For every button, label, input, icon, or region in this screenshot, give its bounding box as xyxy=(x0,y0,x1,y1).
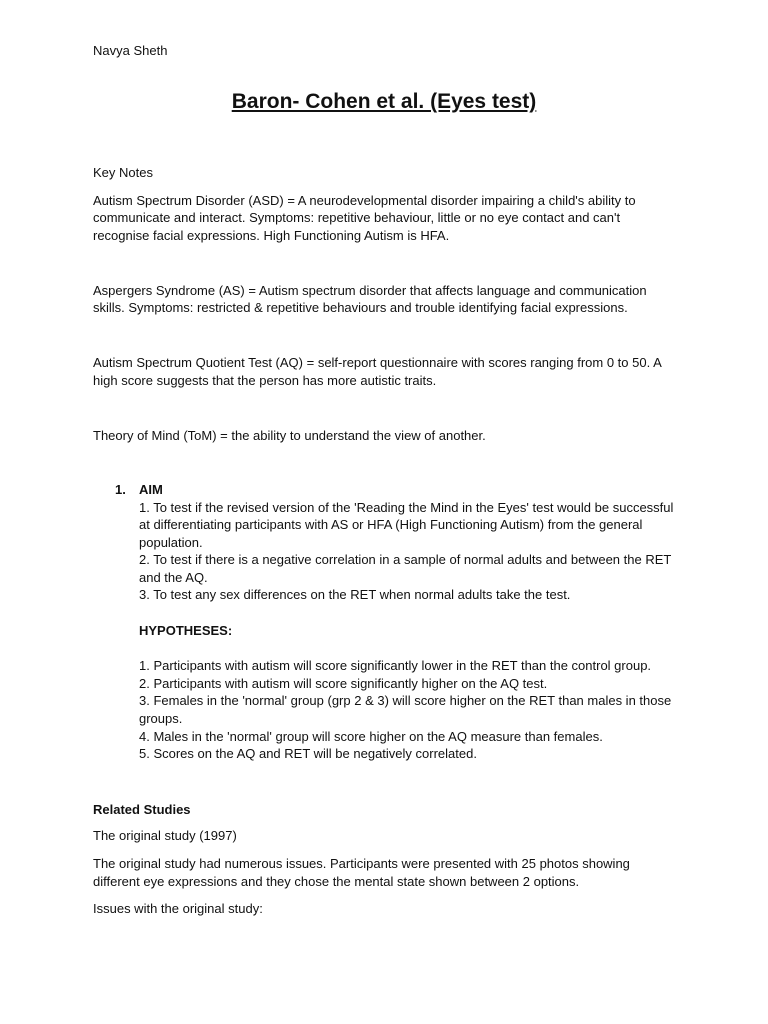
aim-line: and the AQ. xyxy=(139,570,208,585)
as-definition-line: Aspergers Syndrome (AS) = Autism spectrum disorder that affects language and communication xyxy=(93,283,647,298)
related-studies-heading: Related Studies xyxy=(93,802,191,817)
hypothesis-line: 3. Females in the 'normal' group (grp 2 & 3) will score higher on the RET than males in those xyxy=(139,693,672,708)
asd-definition-line: recognise facial expressions. High Functioning Autism is HFA. xyxy=(93,228,450,243)
hypothesis-line: 4. Males in the 'normal' group will score higher on the AQ measure than females. xyxy=(139,729,603,744)
aim-line: 2. To test if there is a negative correlation in a sample of normal adults and between the RET xyxy=(139,552,672,567)
as-definition-line: skills. Symptoms: restricted & repetitive behaviours and trouble identifying facial expressions. xyxy=(93,300,628,315)
hypothesis-line: groups. xyxy=(139,711,183,726)
asd-definition-line: Autism Spectrum Disorder (ASD) = A neurodevelopmental disorder impairing a child's ability to xyxy=(93,193,636,208)
aq-definition-line: high score suggests that the person has more autistic traits. xyxy=(93,373,437,388)
aim-line: 1. To test if the revised version of the 'Reading the Mind in the Eyes' test would be successful xyxy=(139,500,674,515)
aim-heading: AIM xyxy=(139,482,163,497)
tom-definition: Theory of Mind (ToM) = the ability to understand the view of another. xyxy=(93,428,486,443)
hypothesis-line: 5. Scores on the AQ and RET will be negatively correlated. xyxy=(139,746,477,761)
aim-list-number: 1. xyxy=(115,482,126,497)
issues-heading: Issues with the original study: xyxy=(93,901,263,916)
aim-line: population. xyxy=(139,535,203,550)
original-study-line: different eye expressions and they chose the mental state shown between 2 options. xyxy=(93,874,580,889)
hypotheses-heading: HYPOTHESES: xyxy=(139,623,233,638)
document-title: Baron- Cohen et al. (Eyes test) xyxy=(231,90,537,113)
key-notes-heading: Key Notes xyxy=(93,165,153,180)
author-name: Navya Sheth xyxy=(93,43,168,58)
hypothesis-line: 1. Participants with autism will score significantly lower in the RET than the control group. xyxy=(139,658,652,673)
original-study-title: The original study (1997) xyxy=(93,828,237,843)
aq-definition-line: Autism Spectrum Quotient Test (AQ) = self-report questionnaire with scores ranging from 0 to 50. A xyxy=(93,355,662,370)
hypothesis-line: 2. Participants with autism will score significantly higher on the AQ test. xyxy=(139,676,548,691)
asd-definition-line: communicate and interact. Symptoms: repetitive behaviour, little or no eye contact and can't xyxy=(93,210,621,225)
aim-line: at differentiating participants with AS or HFA (High Functioning Autism) from the general xyxy=(139,517,643,532)
original-study-line: The original study had numerous issues. Participants were presented with 25 photos showing xyxy=(93,856,630,871)
aim-line: 3. To test any sex differences on the RET when normal adults take the test. xyxy=(139,587,571,602)
